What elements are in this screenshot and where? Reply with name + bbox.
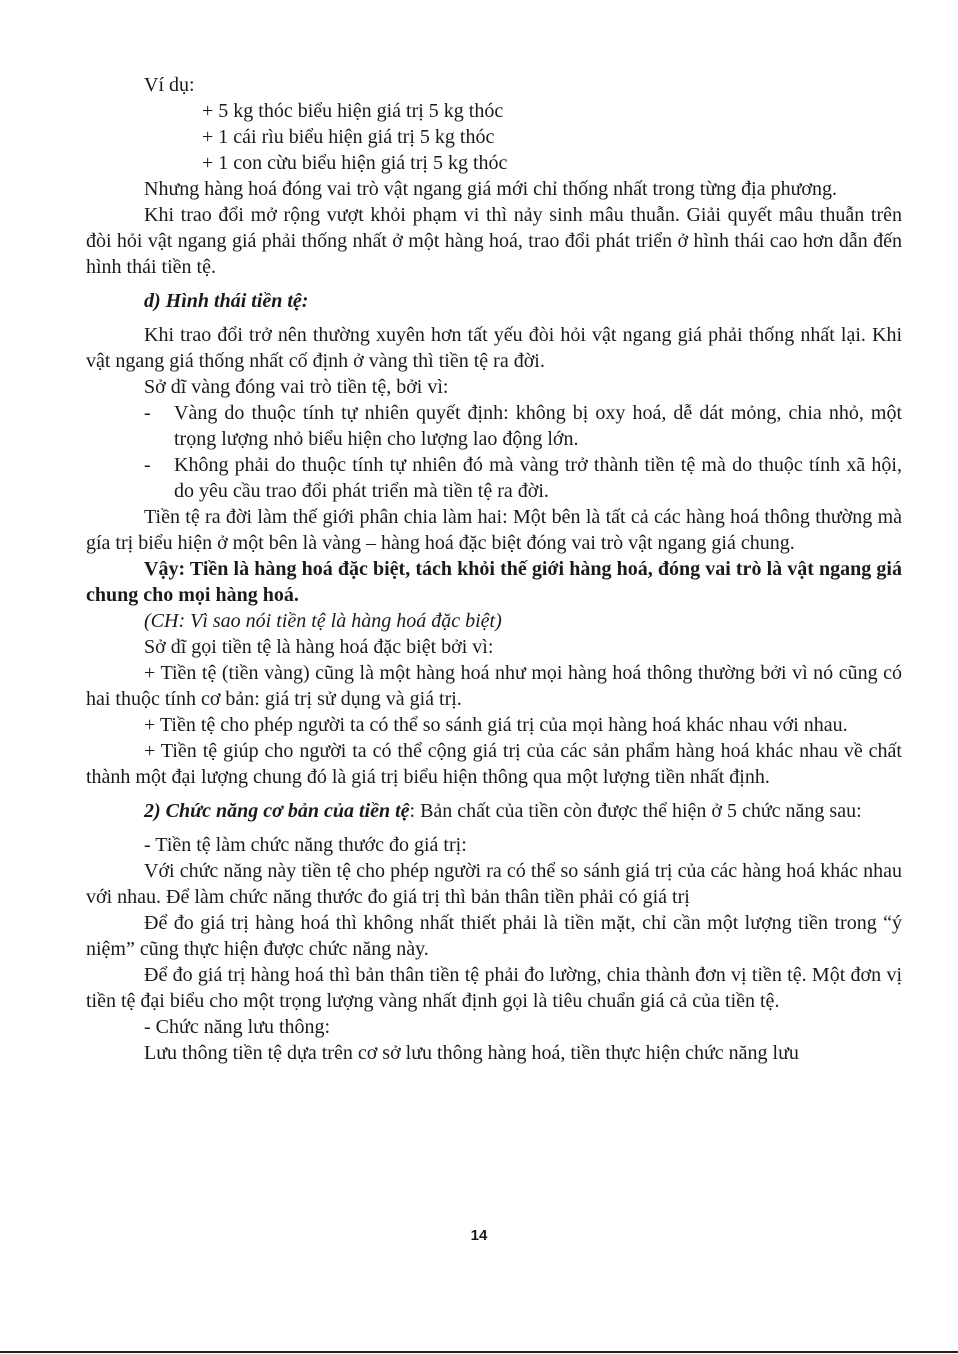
paragraph: + Tiền tệ cho phép người ta có thể so sánh giá trị của mọi hàng hoá khác nhau với nhau.: [144, 714, 848, 736]
section-heading-2: [86, 798, 902, 824]
paragraph: Để đo giá trị hàng hoá thì không nhất thiết phải là tiền mặt, chỉ cần một lượng tiền trong “ý niệm” cũng thực hiện được chức năng này.: [86, 912, 902, 960]
section-heading-2-rest: : Bản chất của tiền còn được thể hiện ở 5 chức năng sau:: [409, 800, 862, 822]
paragraph: Với chức năng này tiền tệ cho phép người ra có thể so sánh giá trị của các hàng hoá khác nhau với nhau. Để làm chức năng thước đo giá trị thì bản thân tiền phải có giá trị: [86, 860, 902, 908]
paragraph: Lưu thông tiền tệ dựa trên cơ sở lưu thông hàng hoá, tiền thực hiện chức năng lưu: [144, 1042, 799, 1064]
bullet-item: [86, 452, 902, 504]
paragraph: - Tiền tệ làm chức năng thước đo giá trị:: [144, 834, 467, 856]
example-label: Ví dụ:: [144, 74, 195, 96]
paragraph: Nhưng hàng hoá đóng vai trò vật ngang giá mới chỉ thống nhất trong từng địa phương.: [144, 178, 838, 200]
bullet-item: [86, 400, 902, 452]
section-heading-d: d) Hình thái tiền tệ:: [144, 290, 309, 312]
section-heading-2-title: 2) Chức năng cơ bản của tiền tệ: [144, 800, 410, 822]
paragraph: Khi trao đổi mở rộng vượt khỏi phạm vi thì nảy sinh mâu thuẫn. Giải quyết mâu thuẫn trên đòi hỏi vật ngang giá phải thống nhất ở một hàng hoá, trao đổi phát triển ở hình thái cao hơn dẫn đến hình thái tiền tệ.: [86, 204, 902, 278]
paragraph: + Tiền tệ (tiền vàng) cũng là một hàng hoá như mọi hàng hoá thông thường bởi vì nó cũng có hai thuộc tính cơ bản: giá trị sử dụng và giá trị.: [86, 662, 902, 710]
paragraph: Khi trao đổi trở nên thường xuyên hơn tất yếu đòi hỏi vật ngang giá phải thống nhất lại. Khi vật ngang giá thống nhất cố định ở vàng thì tiền tệ ra đời.: [86, 324, 902, 372]
conclusion-bold: Vậy: Tiền là hàng hoá đặc biệt, tách khỏi thế giới hàng hoá, đóng vai trò là vật ngang giá chung cho mọi hàng hoá.: [86, 558, 902, 606]
page-number: 14: [470, 1227, 488, 1244]
paragraph: Sở dĩ gọi tiền tệ là hàng hoá đặc biệt bởi vì:: [144, 636, 494, 658]
paragraph: + Tiền tệ giúp cho người ta có thể cộng giá trị của các sản phẩm hàng hoá khác nhau về chất thành một đại lượng chung đó là giá trị biểu hiện thông qua một lượng tiền nhất định.: [86, 740, 902, 788]
paragraph: - Chức năng lưu thông:: [144, 1016, 331, 1038]
example-line: + 1 cái rìu biểu hiện giá trị 5 kg thóc: [202, 126, 495, 148]
document-page: [86, 72, 902, 1066]
example-line: + 1 con cừu biểu hiện giá trị 5 kg thóc: [202, 152, 508, 174]
bullet-text: Không phải do thuộc tính tự nhiên đó mà vàng trở thành tiền tệ mà do thuộc tính xã hội, do yêu cầu trao đổi phát triển mà tiền tệ ra đời.: [174, 454, 902, 502]
example-line: + 5 kg thóc biểu hiện giá trị 5 kg thóc: [202, 100, 504, 122]
bullet-dash: -: [144, 402, 151, 424]
paragraph: Tiền tệ ra đời làm thế giới phân chia làm hai: Một bên là tất cả các hàng hoá thông thường mà gía trị biểu hiện ở một bên là vàng – hàng hoá đặc biệt đóng vai trò vật ngang giá chung.: [86, 506, 902, 554]
paragraph: Sở dĩ vàng đóng vai trò tiền tệ, bởi vì:: [144, 376, 449, 398]
bullet-dash: -: [144, 454, 151, 476]
bullet-text: Vàng do thuộc tính tự nhiên quyết định: không bị oxy hoá, dễ dát mỏng, chia nhỏ, một trọng lượng nhỏ biểu hiện cho lượng lao động lớn.: [174, 402, 902, 450]
bottom-rule: [0, 1351, 958, 1353]
paragraph: Để đo giá trị hàng hoá thì bản thân tiền tệ phải đo lường, chia thành đơn vị tiền tệ. Một đơn vị tiền tệ đại biểu cho một trọng lượng vàng nhất định gọi là tiêu chuẩn giá cả của tiền tệ.: [86, 964, 902, 1012]
question-note: (CH: Vì sao nói tiền tệ là hàng hoá đặc biệt): [144, 610, 502, 632]
